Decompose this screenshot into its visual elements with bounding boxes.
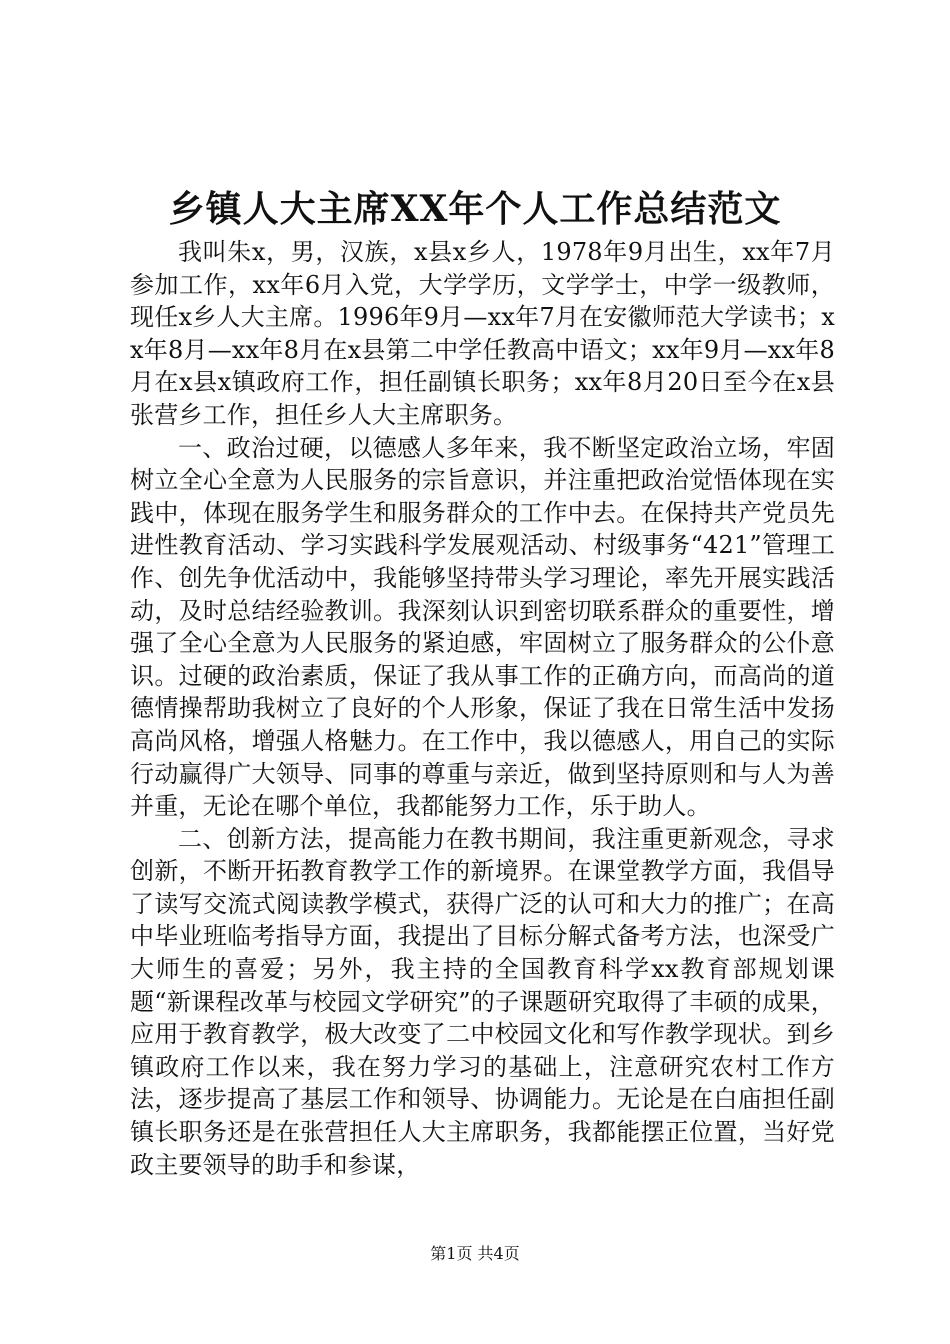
page-number-footer: 第1页 共4页 xyxy=(430,1244,520,1263)
paragraph-personal-info: 我叫朱x，男，汉族，x县x乡人，1978年9月出生，xx年7月参加工作，xx年6月入党，大学学历，文学学士，中学一级教师，现任x乡人大主席。1996年9月—xx年7月在安徽师范大学读书；xx年8月—xx年8月在x县第二中学任教高中语文；xx年9月—xx年8月在x县x镇政府工作，担任副镇长职务；xx年8月20日至今在x县张营乡工作，担任乡人大主席职务。 xyxy=(130,238,835,429)
paragraph-innovation: 二、创新方法，提高能力在教书期间，我注重更新观念，寻求创新，不断开拓教育教学工作的新境界。在课堂教学方面，我倡导了读写交流式阅读教学模式，获得广泛的认可和大力的推广；在高中毕业班临考指导方面，我提出了目标分解式备考方法，也深受广大师生的喜爱；另外，我主持的全国教育科学xx教育部规划课题“新课程改革与校园文学研究”的子课题研究取得了丰硕的成果，应用于教育教学，极大改变了二中校园文化和写作教学现状。到乡镇政府工作以来，我在努力学习的基础上，注意研究农村工作方法，逐步提高了基层工作和领导、协调能力。无论是在白庙担任副镇长职务还是在张营担任人大主席职务，我都能摆正位置，当好党政主要领导的助手和参谋， xyxy=(130,824,835,1179)
paragraph-political: 一、政治过硬，以德感人多年来，我不断坚定政治立场，牢固树立全心全意为人民服务的宗旨意识，并注重把政治觉悟体现在实践中，体现在服务学生和服务群众的工作中去。在保持共产党员先进性教育活动、学习实践科学发展观活动、村级事务“421”管理工作、创先争优活动中，我能够坚持带头学习理论，率先开展实践活动，及时总结经验教训。我深刻认识到密切联系群众的重要性，增强了全心全意为人民服务的紧迫感，牢固树立了服务群众的公仆意识。过硬的政治素质，保证了我从事工作的正确方向，而高尚的道德情操帮助我树立了良好的个人形象，保证了我在日常生活中发扬高尚风格，增强人格魅力。在工作中，我以德感人，用自己的实际行动赢得广大领导、同事的尊重与亲近，做到坚持原则和与人为善并重，无论在哪个单位，我都能努力工作，乐于助人。 xyxy=(130,433,835,821)
document-body xyxy=(130,236,835,1181)
document-title: 乡镇人大主席XX年个人工作总结范文 xyxy=(168,188,782,230)
